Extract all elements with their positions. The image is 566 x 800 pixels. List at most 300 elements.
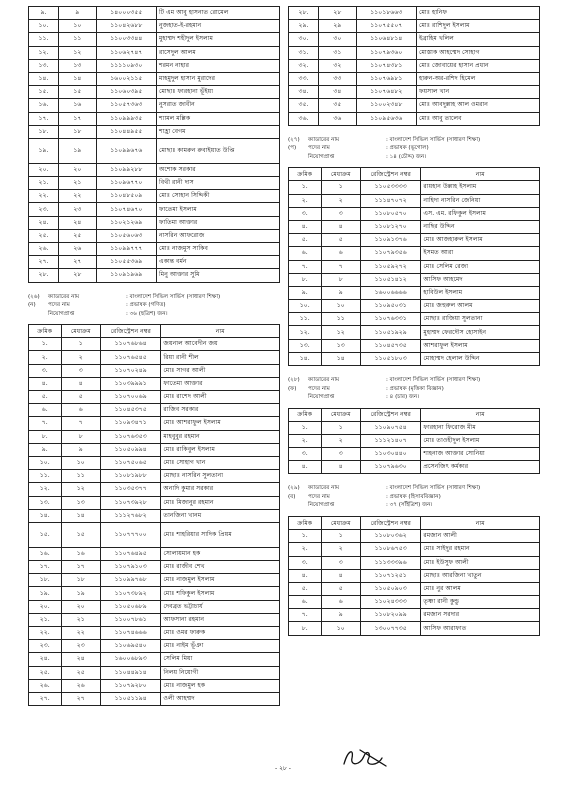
serial-cell: ৩১.	[289, 46, 319, 59]
merit-cell: ২২	[61, 627, 100, 640]
name-cell: টি এম আবু হাসনাত রোমেল	[156, 7, 279, 20]
table-row	[29, 666, 280, 679]
registration-cell: ১১১১০৯৩০	[96, 59, 156, 72]
appointed-value: : ৩৬ (ছত্রিশ) জন।	[126, 310, 168, 317]
table-row	[289, 99, 540, 112]
registration-cell: ১১০৭০২৪৯	[101, 364, 161, 377]
registration-cell: ১১০৭৯৩৫৬	[361, 247, 421, 260]
registration-cell: ১১০৪২৬৮৮	[96, 20, 156, 33]
registration-cell: ১১০৭৬৪৯৫	[101, 547, 161, 560]
merit-cell: ৫	[321, 582, 360, 595]
post-label: পদের নাম	[48, 302, 70, 309]
serial-cell: ৯.	[29, 7, 59, 20]
merit-cell: ১৬	[61, 547, 100, 560]
table-row	[289, 609, 540, 622]
serial-cell: ১৪.	[29, 509, 62, 522]
serial-cell: ১৪.	[29, 72, 59, 85]
merit-cell: ২	[321, 434, 360, 447]
serial-cell: ১০.	[29, 456, 62, 469]
name-cell: মাহমুদুল হাসান মুরাদের	[156, 72, 279, 85]
registration-cell: ১১০৮৬৭৫৩	[361, 543, 421, 556]
serial-cell: ১৬.	[29, 547, 62, 560]
table-row	[29, 72, 280, 85]
name-cell: ইব্রাহিম খলিল	[416, 33, 539, 46]
registration-cell: ১১০৩৫৩৭৭	[101, 483, 161, 496]
serial-cell: ১২.	[29, 483, 62, 496]
merit-cell: ২	[61, 351, 100, 364]
appointed-label: নিয়োগপ্রাপ্ত	[308, 153, 335, 160]
merit-cell: ১৩	[61, 496, 100, 509]
serial-cell: ৯.	[289, 286, 322, 299]
soil-science-lecturer-table	[288, 408, 540, 475]
post-label: পদের নাম	[308, 145, 330, 152]
name-cell: নাছির উদ্দিন	[421, 220, 540, 233]
table-row	[289, 448, 540, 461]
registration-cell: ১১০৫০৯৯৪	[101, 443, 161, 456]
registration-cell: ১১০৮০৩৬২	[361, 530, 421, 543]
registration-cell: ১১০৫৫৩৬৯	[96, 256, 156, 269]
registration-cell: ১৬০০৬৮৯৩	[101, 653, 161, 666]
table-row	[29, 351, 280, 364]
registration-cell: ১১০৫৩৩৩৩	[361, 181, 421, 194]
registration-cell: ১১০৯৯৭৬৮	[101, 574, 161, 587]
serial-cell: ২৭.	[29, 692, 62, 705]
table-row	[29, 33, 280, 46]
cadre-label: ক্যাডারের নাম	[308, 377, 340, 383]
serial-cell: ৬.	[289, 596, 322, 609]
serial-cell: ১১.	[29, 470, 62, 483]
appointed-value: : ৪ (চার) জন।	[386, 394, 420, 400]
name-cell: রাসেদুল আলম	[156, 46, 279, 59]
registration-cell: ১১০৯৩৪৭১	[101, 417, 161, 430]
registration-cell: ১১০৭৯৩৬০	[356, 46, 416, 59]
serial-cell: ১৮.	[29, 574, 62, 587]
registration-cell: ১১০৭৪৬৭০	[96, 203, 156, 216]
registration-cell: ১১০৫১৪১২	[361, 273, 421, 286]
merit-cell: ২৮	[319, 7, 357, 20]
serial-cell: ২.	[289, 434, 322, 447]
name-cell: রমজান আলী	[421, 530, 540, 543]
merit-cell: ১৬	[59, 99, 97, 112]
name-cell: মোঃ নাজমুল ইসলাম	[161, 574, 280, 587]
table-row	[289, 234, 540, 247]
section-header-accounting	[288, 484, 540, 510]
registration-cell: ১১০৯১৩৭৬	[361, 234, 421, 247]
table-row	[29, 509, 280, 522]
table-row	[29, 59, 280, 72]
name-cell: সোলায়মান হক	[161, 547, 280, 560]
table-row	[289, 20, 540, 33]
table-row	[29, 483, 280, 496]
serial-cell: ৫.	[289, 582, 322, 595]
serial-cell: ২২.	[29, 190, 59, 203]
serial-cell: ৬.	[29, 404, 62, 417]
serial-cell: ৩৬.	[289, 112, 319, 125]
table-row	[29, 256, 280, 269]
merit-cell: ২	[321, 543, 360, 556]
serial-cell: ৮.	[289, 273, 322, 286]
registration-cell: ১১০৭৪৬৬৬	[101, 627, 161, 640]
table-row	[289, 247, 540, 260]
column-header: নাম	[421, 516, 540, 529]
merit-cell: ৩	[61, 364, 100, 377]
name-cell: মোঃ নাজমুস সাকিব	[156, 243, 279, 256]
name-cell: মোঃ সোহাগ খান	[161, 456, 280, 469]
serial-cell: ১৭.	[29, 561, 62, 574]
accounting-lecturer-table	[288, 516, 540, 636]
name-cell: মোঃ রাশিদুল ইসলাম	[416, 20, 539, 33]
name-cell: মোঃ তাওহীদুল ইসলাম	[421, 434, 540, 447]
serial-cell: ১০.	[289, 300, 322, 313]
registration-cell: ১১০৫৯২৭২	[361, 260, 421, 273]
table-row	[29, 430, 280, 443]
serial-cell: ১৪.	[289, 352, 322, 365]
name-cell: আফসানা রহমান	[161, 613, 280, 626]
merit-cell: ৯	[321, 286, 360, 299]
table-row	[29, 561, 280, 574]
table-row	[289, 300, 540, 313]
merit-cell: ৯	[59, 7, 97, 20]
serial-cell: ৭.	[289, 609, 322, 622]
post-value: : প্রভাষক (গণিত)	[126, 302, 166, 309]
table-row	[29, 20, 280, 33]
name-cell: নুজহাত-ই-রহমান	[156, 20, 279, 33]
name-cell: শাহ্রা বেগম	[156, 125, 279, 138]
table-row	[289, 207, 540, 220]
table-row	[289, 569, 540, 582]
merit-cell: ১৪	[61, 509, 100, 522]
name-cell: তানজিনা খানম	[161, 509, 280, 522]
registration-cell: ১১০৭৬৯৮১	[356, 72, 416, 85]
serial-cell: ৪.	[289, 220, 322, 233]
right-column	[288, 0, 540, 636]
serial-cell: ১৫.	[29, 522, 62, 547]
geography-lecturer-table	[288, 167, 540, 366]
merit-cell: ৫	[61, 391, 100, 404]
serial-cell: ২৮.	[29, 269, 59, 282]
serial-cell: ২.	[289, 543, 322, 556]
table-row	[289, 556, 540, 569]
registration-cell: ১১০০২৩৪৮	[356, 99, 416, 112]
merit-cell: ৩	[321, 207, 360, 220]
registration-cell: ১১০৯৬৭৭০	[96, 177, 156, 190]
column-header: রেজিস্ট্রেশন নম্বর	[361, 408, 421, 421]
serial-cell: ৮.	[29, 430, 62, 443]
table-row	[289, 352, 540, 365]
registration-cell: ১১০৭৯২৮০	[101, 679, 161, 692]
table-row	[289, 194, 540, 207]
merit-cell: ৮	[321, 273, 360, 286]
merit-cell: ২৫	[61, 666, 100, 679]
table-row	[29, 470, 280, 483]
serial-cell: ৩০.	[289, 33, 319, 46]
serial-cell: ৫.	[289, 234, 322, 247]
serial-cell: ১.	[289, 421, 322, 434]
registration-cell: ১১০৭০০৬৯	[101, 391, 161, 404]
name-cell: হাবিউল ইসলাম	[421, 286, 540, 299]
registration-cell: ১১০৭৩৮৯২	[101, 587, 161, 600]
merit-cell: ১৭	[59, 112, 97, 125]
merit-cell: ১৭	[61, 561, 100, 574]
table-row	[29, 404, 280, 417]
merit-cell: ৩	[321, 448, 360, 461]
left-column	[28, 0, 280, 706]
registration-cell: ১১০৩৯৯৯১	[101, 377, 161, 390]
serial-cell: ৩২.	[289, 59, 319, 72]
name-cell: রিয়া রানী শীল	[161, 351, 280, 364]
registration-cell: ১১১২৭৬৮২	[101, 509, 161, 522]
merit-cell: ২৬	[61, 679, 100, 692]
name-cell: মোছাঃ কামরুন রুবাইয়াত উপ্তি	[156, 138, 279, 163]
table-row	[289, 72, 540, 85]
table-row	[29, 177, 280, 190]
serial-cell: ১০.	[29, 20, 59, 33]
serial-cell: ৮.	[289, 622, 322, 635]
table-row	[29, 574, 280, 587]
table-row	[29, 391, 280, 404]
registration-cell: ১১০৭১২৫১	[361, 569, 421, 582]
name-cell: শাহনাজ আক্তার সোনিয়া	[421, 448, 540, 461]
registration-cell: ১১০৮০৫৭০	[361, 207, 421, 220]
table-row	[289, 260, 540, 273]
serial-cell: ৩.	[289, 207, 322, 220]
merit-cell: ১৫	[61, 522, 100, 547]
table-row	[29, 229, 280, 242]
column-header: মেধাক্রম	[321, 408, 360, 421]
serial-cell: ১.	[29, 338, 62, 351]
column-header: নাম	[421, 168, 540, 181]
name-cell: ওলী আহম্মদ	[161, 692, 280, 705]
name-cell: মোঃ রাজীব শেখ	[161, 561, 280, 574]
merit-cell: ২৫	[59, 229, 97, 242]
math-lecturer-table	[28, 324, 280, 706]
serial-cell: ৭.	[29, 417, 62, 430]
serial-cell: ১৯.	[29, 587, 62, 600]
post-label: পদের নাম	[308, 493, 330, 500]
merit-cell: ১১	[321, 313, 360, 326]
table-row	[29, 269, 280, 282]
table-row	[289, 543, 540, 556]
serial-cell: ২৫.	[29, 229, 59, 242]
table-row	[29, 216, 280, 229]
registration-cell: ১১০৯৫৬৩৬	[356, 112, 416, 125]
serial-cell: ৩.	[29, 364, 62, 377]
merit-cell: ২৯	[319, 20, 357, 33]
table-header-row	[289, 516, 540, 529]
table-row	[29, 99, 280, 112]
name-cell: মুহাম্মদ ফেরদৌস হোসাইন	[421, 326, 540, 339]
table-row	[289, 59, 540, 72]
table-row	[289, 181, 540, 194]
merit-cell: ৪	[61, 377, 100, 390]
name-cell: মোঃ সাগর আলী	[161, 364, 280, 377]
cadre-value: : বাংলাদেশ সিভিল সার্ভিস (সাধারণ শিক্ষা)	[126, 293, 221, 300]
name-cell: রাজিব সরকার	[161, 404, 280, 417]
name-cell: জয়নাল আবেদীন জয়	[161, 338, 280, 351]
name-cell: মোঃ হানিফ	[416, 7, 539, 20]
name-cell: মোঃ শফিকুল ইসলাম	[161, 587, 280, 600]
name-cell: এস. এম. রফিকুল ইসলাম	[421, 207, 540, 220]
merit-cell: ৩৩	[319, 72, 357, 85]
registration-cell: ১১০৭৯৬৩০	[361, 461, 421, 474]
merit-cell: ৬	[321, 596, 360, 609]
serial-cell: ১৩.	[29, 59, 59, 72]
merit-cell: ২৩	[59, 203, 97, 216]
merit-cell: ১০	[59, 20, 97, 33]
serial-cell: ২১.	[29, 177, 59, 190]
merit-cell: ২০	[59, 163, 97, 176]
serial-cell: ২৪.	[29, 216, 59, 229]
merit-cell: ১৪	[59, 72, 97, 85]
table-row	[29, 7, 280, 20]
column-header: মেধাক্রম	[321, 516, 360, 529]
name-cell: মোছাঃ নাসরিন সুলতানা	[161, 470, 280, 483]
table-row	[289, 434, 540, 447]
table-row	[29, 86, 280, 99]
name-cell: মোঃ রাশেদ আলী	[161, 391, 280, 404]
name-cell: অনাদি কুমার সরকার	[161, 483, 280, 496]
serial-cell: ২১.	[29, 613, 62, 626]
merit-cell: ৯	[61, 443, 100, 456]
registration-cell: ১১১৪৭০৭২	[361, 194, 421, 207]
merit-cell: ১০	[321, 622, 360, 635]
table-row	[29, 125, 280, 138]
registration-cell: ১১০৫০৯০৩	[361, 582, 421, 595]
serial-cell: ১২.	[29, 46, 59, 59]
merit-cell: ৩২	[319, 59, 357, 72]
serial-cell: ২৭.	[29, 256, 59, 269]
name-cell: ফাতেমা আক্তার	[161, 377, 280, 390]
merit-cell: ৯	[321, 609, 360, 622]
table-row	[289, 582, 540, 595]
table-row	[29, 190, 280, 203]
name-cell: সেলিম মিয়া	[161, 653, 280, 666]
table-row	[29, 417, 280, 430]
serial-cell: ২৯.	[289, 20, 319, 33]
name-cell: ফাতিমা আক্তার	[156, 216, 279, 229]
serial-cell: ২৩.	[29, 640, 62, 653]
serial-cell: ১৭.	[29, 112, 59, 125]
appointed-value: : ৩৭ (সাঁইত্রিশ) জন।	[386, 502, 433, 509]
serial-cell: ১৩.	[29, 496, 62, 509]
table-row	[29, 496, 280, 509]
serial-cell: ২৫.	[29, 666, 62, 679]
registration-cell: ১১০২৪৩৩৩	[361, 596, 421, 609]
table-row	[289, 33, 540, 46]
column-header: রেজিস্ট্রেশন নম্বর	[361, 168, 421, 181]
serial-cell: ৯.	[29, 443, 62, 456]
name-cell: মোঃ সাইদুর রহমান	[421, 543, 540, 556]
name-cell: মোঃ জোবায়ের হাসান প্রধান	[416, 59, 539, 72]
name-cell: মাহবুবুর রহমান	[161, 430, 280, 443]
merit-cell: ১৪	[321, 352, 360, 365]
name-cell: দেবব্রত ভট্টাচার্য	[161, 600, 280, 613]
name-cell: নুসরাত জাবীন	[156, 99, 279, 112]
merit-cell: ৩	[321, 556, 360, 569]
lecturer-list-table-continued	[28, 6, 280, 283]
name-cell: মোঃ সোহান সিদ্দিকী	[156, 190, 279, 203]
name-cell: মোছাঃ রাজিয়া সুলতানা	[421, 313, 540, 326]
merit-cell: ১	[321, 530, 360, 543]
table-row	[29, 653, 280, 666]
table-row	[289, 596, 540, 609]
name-cell: শ্যামল মল্লিক	[156, 112, 279, 125]
table-row	[289, 326, 540, 339]
table-row	[289, 220, 540, 233]
merit-cell: ১৩	[59, 59, 97, 72]
registration-cell: ১১০০৭৮৬১	[101, 613, 161, 626]
registration-cell: ১১০০৩৩৪৪	[96, 33, 156, 46]
registration-cell: ১১০৭৪৩৮১	[356, 59, 416, 72]
registration-cell: ১১০৭৫৫০৭	[356, 20, 416, 33]
registration-cell: ১১০৬৯৫৪০	[101, 640, 161, 653]
registration-cell: ১১০৭৫০৬৫	[101, 456, 161, 469]
table-row	[289, 46, 540, 59]
registration-cell: ১১০৬০৩৯৫	[96, 86, 156, 99]
merit-cell: ১০	[321, 300, 360, 313]
page-number: - ২৮ -	[275, 765, 291, 772]
name-cell: মোছাঃ ফারহানা ভূঁইয়া	[156, 86, 279, 99]
table-row	[289, 112, 540, 125]
table-row	[289, 461, 540, 474]
appointed-label: নিয়োগপ্রাপ্ত	[308, 502, 335, 509]
merit-cell: ৪	[321, 461, 360, 474]
merit-cell: ১০	[61, 456, 100, 469]
registration-cell: ১১০৪৫৭৩৫	[361, 339, 421, 352]
registration-cell: ১১১৩৩৩৯৬	[361, 556, 421, 569]
registration-cell: ১১০৯৯৭৭৭	[96, 243, 156, 256]
name-cell: ফাতেমা ইসলাম	[156, 203, 279, 216]
table-row	[29, 112, 280, 125]
registration-cell: ১১০৫৬০৬৩	[96, 229, 156, 242]
merit-cell: ২৭	[61, 692, 100, 705]
table-row	[29, 547, 280, 560]
serial-cell: ৪.	[29, 377, 62, 390]
name-cell: মুহাম্মদ শহীদুল ইসলাম	[156, 33, 279, 46]
table-row	[29, 443, 280, 456]
registration-cell: ১১০৯৯৬৭৬	[96, 138, 156, 163]
table-row	[29, 640, 280, 653]
table-row	[289, 421, 540, 434]
registration-cell: ১৪০০০৩৫৫	[96, 7, 156, 20]
name-cell: রায়হান উল্লাহ ইসলাম	[421, 181, 540, 194]
serial-cell: ২৮.	[289, 7, 319, 20]
name-cell: শরমন নাহার	[156, 59, 279, 72]
merit-cell: ৪	[321, 220, 360, 233]
registration-cell: ১১০৮১৯৮৮	[101, 470, 161, 483]
serial-cell: ১৩.	[289, 339, 322, 352]
name-cell: মোস্তাক আহম্মেদ সোহাগ	[416, 46, 539, 59]
registration-cell: ১১০৭৭৭০০	[101, 522, 161, 547]
table-row	[29, 627, 280, 640]
name-cell: মোঃ নাজমুল হক	[161, 679, 280, 692]
table-row	[29, 364, 280, 377]
serial-cell: ৩৫.	[289, 99, 319, 112]
serial-cell: ৩৩.	[289, 72, 319, 85]
serial-cell: ২৩.	[29, 203, 59, 216]
registration-cell: ১১০৭৬৮৬৪	[101, 338, 161, 351]
table-row	[29, 679, 280, 692]
name-cell: মোঃ আজহারুল ইসলাম	[421, 234, 540, 247]
table-row	[29, 46, 280, 59]
section-number: (২৯) (ব)	[288, 485, 300, 500]
appointed-label: নিয়োগপ্রাপ্ত	[48, 310, 75, 317]
cadre-label: ক্যাডারের নাম	[308, 485, 340, 492]
serial-cell: ১৫.	[29, 86, 59, 99]
column-header: ক্রমিক	[29, 325, 62, 338]
registration-cell: ১১০৯১৯৬৯	[96, 269, 156, 282]
section-number: (২৭) (প)	[288, 136, 300, 152]
